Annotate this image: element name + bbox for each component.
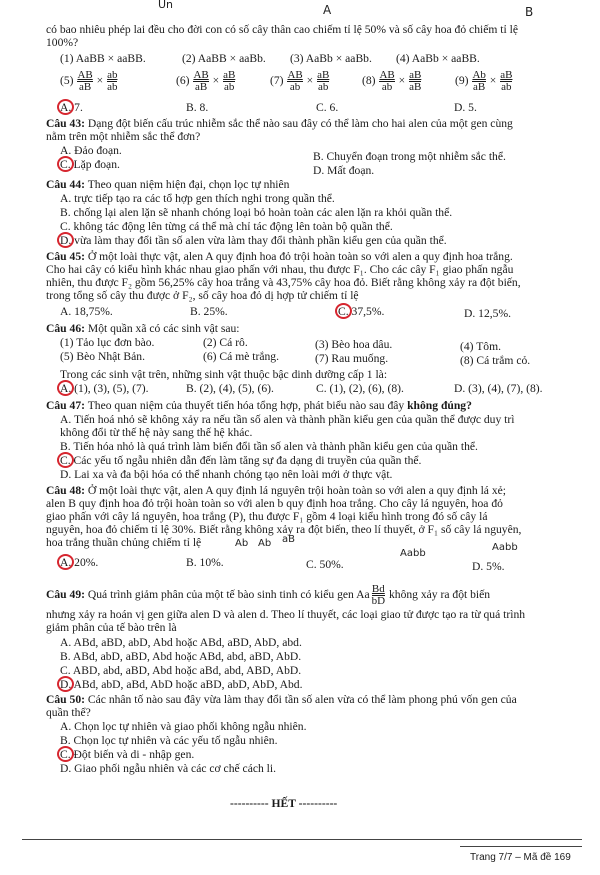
question-text: Trong các sinh vật trên, những sinh vật thuộc bậc dinh dưỡng cấp 1 là: <box>60 368 388 381</box>
answer-d: D. vừa làm thay đổi tần số alen vừa làm thay đổi thành phần kiểu gen của quần thể. <box>60 234 447 247</box>
question-text: 100%? <box>46 36 79 49</box>
answer-c: C. Lặp đoạn. <box>60 158 120 171</box>
selected-answer-circle <box>57 380 74 396</box>
answer-d: D. 12,5%. <box>464 307 512 320</box>
answer-d: D. ABd, abD, aBd, AbD hoặc aBD, abD, AbD, Abd. <box>60 678 303 691</box>
answer-a-cont: không đổi từ thế hệ này sang thế hệ khác. <box>60 426 253 439</box>
answer-b: B. Chọn lọc tự nhiên và các yếu tố ngẫu nhiên. <box>60 734 278 747</box>
handwritten-mark: B <box>525 5 534 19</box>
answer-a: A. 7. <box>60 101 83 114</box>
answer-d: D. Lai xa và đa bội hóa có thể nhanh chóng tạo nên loài mới ở thực vật. <box>60 468 393 481</box>
handwritten-note: aB <box>282 534 295 545</box>
answer-a: A. trực tiếp tạo ra các tổ hợp gen thích nghi trong quần thể. <box>60 192 335 205</box>
question-text: hoa trắng thuần chủng chiếm tỉ lệ <box>46 536 202 549</box>
handwritten-mark: Un <box>158 0 174 11</box>
footer-divider <box>22 839 582 840</box>
selected-answer-circle <box>335 303 352 319</box>
page-footer: Trang 7/7 – Mã đề 169 <box>470 852 571 863</box>
answer-c: C. 37,5%. <box>338 305 385 318</box>
handwritten-note: Ab <box>258 538 272 549</box>
selected-answer-circle <box>57 99 74 115</box>
answer-b: B. 10%. <box>186 556 224 569</box>
cross-option: (8) $\frac{AB}{ab}$ × $\frac{aB}{aB}$ <box>362 69 422 93</box>
answer-d: D. (3), (4), (7), (8). <box>454 382 543 395</box>
answer-d: D. 5%. <box>472 560 505 573</box>
cross-option: (9) $\frac{Ab}{aB}$ × $\frac{aB}{ab}$ <box>455 69 513 93</box>
question-49: Câu 49: Quá trình giảm phân của một tế bào sinh tinh có kiểu gen Aa $\frac{Bd}{bD}$ không xảy ra đột biến <box>46 583 491 607</box>
answer-b: B. 8. <box>186 101 209 114</box>
question-44: Câu 44: Theo quan niệm hiện đại, chọn lọc tự nhiên <box>46 178 290 191</box>
question-text: quần thể? <box>46 706 91 719</box>
answer-b: B. Tiến hóa nhỏ là quá trình làm biến đổi tần số alen và thành phần kiểu gen của quần thể. <box>60 440 478 453</box>
answer-b: B. 25%. <box>190 305 228 318</box>
question-48: Câu 48: Ở một loài thực vật, alen A quy định lá nguyên trội hoàn toàn so với alen a quy định lá xẻ; <box>46 484 507 497</box>
organism-item: (4) Tôm. <box>460 340 502 353</box>
cross-option: (6) $\frac{AB}{aB}$ × $\frac{aB}{ab}$ <box>176 69 236 93</box>
answer-c: C. ABD, abd, aBD, Abd hoặc aBd, abd, ABD, AbD. <box>60 664 302 677</box>
answer-d: D. Mất đoạn. <box>313 164 375 177</box>
organism-item: (2) Cá rô. <box>203 336 248 349</box>
organism-item: (7) Rau muống. <box>315 352 389 365</box>
question-50: Câu 50: Các nhân tố nào sau đây vừa làm thay đổi tần số alen vừa có thể làm phong phú vốn gen của <box>46 693 517 706</box>
handwritten-note: Aabb <box>492 542 518 553</box>
handwritten-mark: A <box>323 3 332 17</box>
answer-c: C. (1), (2), (6), (8). <box>316 382 404 395</box>
answer-c: C. Các yếu tố ngẫu nhiên dẫn đến làm tăng sự đa dạng di truyền của quần thể. <box>60 454 422 467</box>
answer-b: B. (2), (4), (5), (6). <box>186 382 274 395</box>
selected-answer-circle <box>57 232 74 248</box>
question-text: giảm phân của tế bào trên là <box>46 621 177 634</box>
selected-answer-circle <box>57 452 74 468</box>
question-text: nhiên, thu được F₂ gồm 56,25% cây hoa trắng và 43,75% cây hoa đỏ. Biết rằng không xảy ra đột biến, <box>46 276 521 289</box>
answer-d: D. 5. <box>454 101 477 114</box>
answer-a: A. Chọn lọc tự nhiên và giao phối không ngẫu nhiên. <box>60 720 307 733</box>
question-text: có bao nhiêu phép lai đều cho đời con có số cây thân cao chiếm tỉ lệ 50% và số cây hoa đỏ chiếm tỉ lệ <box>46 23 518 36</box>
cross-option: (4) AaBb × aaBB. <box>396 52 480 65</box>
cross-option: (1) AaBB × aaBB. <box>60 52 146 65</box>
cross-option: (3) AaBb × aaBb. <box>290 52 372 65</box>
question-text: alen B quy định hoa đỏ trội hoàn toàn so với alen b quy định hoa trắng. Cho cây lá nguyên, hoa đỏ <box>46 497 503 510</box>
question-text: Cho hai cây có kiểu hình khác nhau giao phấn với nhau, thu được F₁. Cho các cây F₁ giao phấn ngẫu <box>46 263 514 276</box>
organism-item: (6) Cá mè trắng. <box>203 350 279 363</box>
answer-a: A. 18,75%. <box>60 305 113 318</box>
answer-b: B. Chuyển đoạn trong một nhiễm sắc thể. <box>313 150 506 163</box>
organism-item: (3) Bèo hoa dâu. <box>315 338 393 351</box>
question-45: Câu 45: Ở một loài thực vật, alen A quy định hoa đỏ trội hoàn toàn so với alen a quy định hoa trắng. <box>46 250 513 263</box>
organism-item: (8) Cá trắm cỏ. <box>460 354 531 367</box>
answer-c: C. Đột biến và di - nhập gen. <box>60 748 195 761</box>
selected-answer-circle <box>57 676 74 692</box>
question-text: nằm trên một nhiễm sắc thể đơn? <box>46 130 201 143</box>
answer-c: C. không tác động lên từng cá thể mà chỉ tác động lên toàn bộ quần thể. <box>60 220 393 233</box>
question-text: giao phấn với cây lá nguyên, hoa trắng (P), thu được F₁ gồm 4 loại kiểu hình trong đó số cây lá <box>46 510 488 523</box>
cross-option: (5) $\frac{AB}{aB}$ × $\frac{ab}{ab}$ <box>60 69 118 93</box>
question-43: Câu 43: Dạng đột biến cấu trúc nhiễm sắc thể nào sau đây có thể làm cho hai alen của một gen cùng <box>46 117 513 130</box>
answer-a: A. (1), (3), (5), (7). <box>60 382 149 395</box>
question-text: nhưng xảy ra hoán vị gen giữa alen D và alen d. Theo lí thuyết, các loại giao tử được tạo ra từ quá trình <box>46 608 526 621</box>
selected-answer-circle <box>57 746 74 762</box>
answer-a: A. Tiến hoá nhỏ sẽ không xảy ra nếu tần số alen và thành phần kiểu gen của quần thể được duy trì <box>60 413 515 426</box>
organism-item: (5) Bèo Nhật Bản. <box>60 350 146 363</box>
question-47: Câu 47: Theo quan niệm của thuyết tiến hóa tổng hợp, phát biểu nào sau đây không đúng? <box>46 399 472 412</box>
answer-a: A. ABd, aBD, abD, Abd hoặc ABd, aBD, AbD, abd. <box>60 636 302 649</box>
selected-answer-circle <box>57 554 74 570</box>
selected-answer-circle <box>57 156 74 172</box>
organism-item: (1) Tảo lục đơn bào. <box>60 336 155 349</box>
handwritten-note: Aabb <box>400 548 426 559</box>
cross-option: (2) AaBB × aaBb. <box>182 52 266 65</box>
answer-a: A. Đảo đoạn. <box>60 144 122 157</box>
question-text: trong tổng số cây thu được ở F₂, số cây hoa đỏ dị hợp tử chiếm tỉ lệ <box>46 289 359 302</box>
answer-a: A. 20%. <box>60 556 99 569</box>
answer-d: D. Giao phối ngẫu nhiên và các cơ chế cách li. <box>60 762 277 775</box>
answer-c: C. 6. <box>316 101 339 114</box>
cross-option: (7) $\frac{AB}{ab}$ × $\frac{aB}{ab}$ <box>270 69 330 93</box>
footer-divider <box>460 846 582 847</box>
answer-b: B. chống lại alen lặn sẽ nhanh chóng loại bỏ hoàn toàn các alen lặn ra khỏi quần thể. <box>60 206 453 219</box>
answer-b: B. ABd, abD, aBD, Abd hoặc ABd, abd, aBD, AbD. <box>60 650 302 663</box>
end-marker: ---------- HẾT ---------- <box>230 797 338 810</box>
question-46: Câu 46: Một quần xã có các sinh vật sau: <box>46 322 240 335</box>
question-text: nguyên, hoa đỏ chiếm tỉ lệ 30%. Biết rằng không xảy ra đột biến, theo lí thuyết, ở F₁ số cây lá nguyên, <box>46 523 522 536</box>
handwritten-note: Ab <box>235 538 249 549</box>
answer-c: C. 50%. <box>306 558 344 571</box>
